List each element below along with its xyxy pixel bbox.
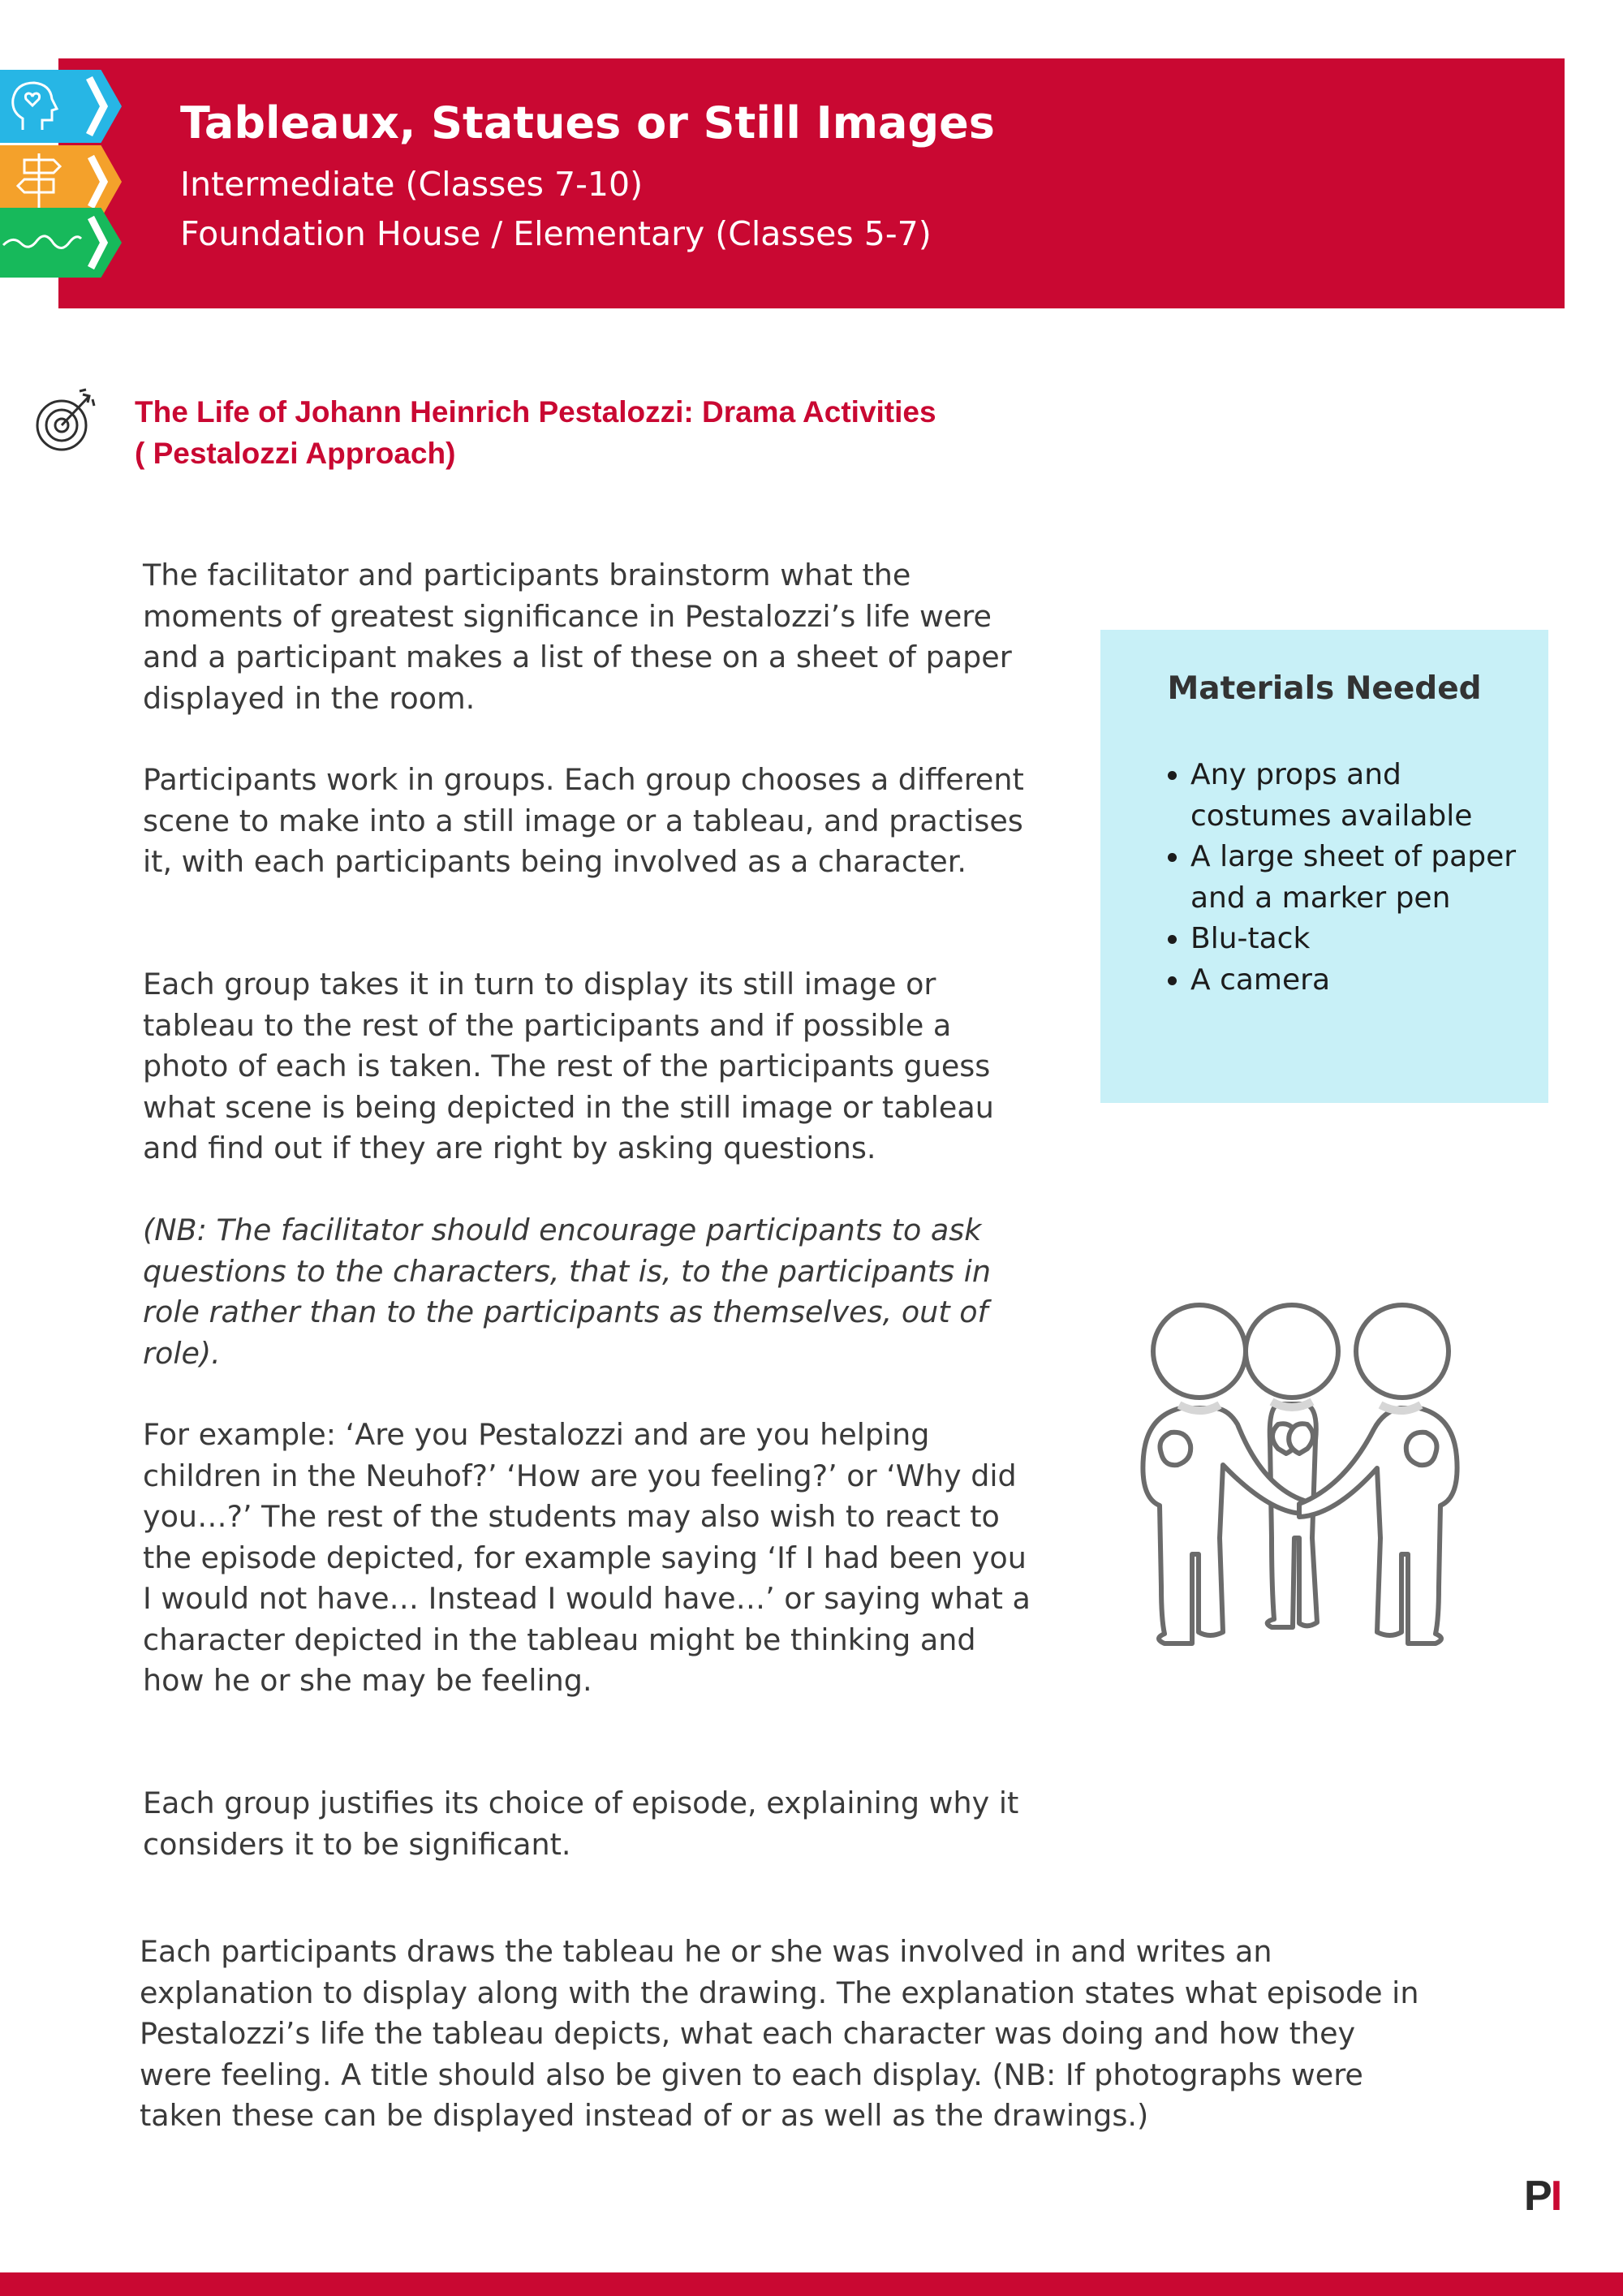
paragraph-drawing: Each participants draws the tableau he or she was involved in and writes an explanation to display along with the drawing. The explanation states what episode in Pestalozzi’s life the tableau depicts, what each character was doing and how they were feeling. A title should also be given to each display. (NB: If photographs were taken these can be displayed instead of or as well as the drawings.) [140, 1934, 1419, 2133]
materials-item: • Any props and costumes available [1190, 755, 1523, 837]
paragraph-note: (NB: The facilitator should encourage participants to ask questions to the characters, that is, to the participants in role rather than to the participants as themselves, out of role). [143, 1213, 991, 1371]
level-intermediate: Intermediate (Classes 7-10) [180, 165, 644, 204]
wave-icon [0, 208, 122, 278]
signpost-icon [0, 145, 122, 218]
pi-logo: PI [1524, 2173, 1561, 2220]
header-banner [58, 58, 1565, 308]
activity-title-line2: ( Pestalozzi Approach) [135, 437, 456, 470]
target-arrow-icon [36, 388, 97, 453]
activity-title-line1: The Life of Johann Heinrich Pestalozzi: Drama Activities [135, 395, 936, 429]
page-title: Tableaux, Statues or Still Images [180, 97, 995, 149]
head-tab [0, 70, 122, 143]
footer-bar [0, 2272, 1623, 2296]
materials-item: • Blu-tack [1190, 919, 1523, 960]
level-foundation: Foundation House / Elementary (Classes 5-7) [180, 214, 932, 253]
materials-item: • A large sheet of paper and a marker pen [1190, 837, 1523, 919]
materials-item: • A camera [1190, 960, 1523, 1002]
paragraph-example: For example: ‘Are you Pestalozzi and are you helping children in the Neuhof?’ ‘How are you feeling?’ or ‘Why did you…?’ The rest of the students may also wish to react to the episode depicted, for example saying ‘If I had been you I would not have… Instead I would have…’ or saying what a character depicted in the tableau might be thinking and how he or she may be feeling. [143, 1417, 1031, 1698]
paragraph-brainstorm: The facilitator and participants brainstorm what the moments of greatest significance in Pestalozzi’s life were and a participant makes a list of these on a sheet of paper displayed in the room. [143, 558, 1012, 716]
activity-title [135, 391, 1027, 474]
signpost-tab [0, 145, 122, 218]
materials-list [1100, 755, 1523, 1001]
materials-heading: Materials Needed [1167, 670, 1482, 707]
paragraph-groups: Participants work in groups. Each group chooses a different scene to make into a still image or a tableau, and practises it, with each participants being involved as a character. [143, 762, 1024, 879]
group-people-icon [1132, 1294, 1497, 1652]
materials-box [1100, 630, 1548, 1103]
paragraph-justify: Each group justifies its choice of episode, explaining why it considers it to be significant. [143, 1786, 1019, 1862]
paragraph-display: Each group takes it in turn to display its still image or tableau to the rest of the participants and if possible a photo of each is taken. The rest of the participants guess what scene is being depicted in the still image or tableau and find out if they are right by asking questions. [143, 967, 994, 1165]
wave-tab [0, 208, 122, 278]
head-heart-icon [0, 70, 122, 143]
